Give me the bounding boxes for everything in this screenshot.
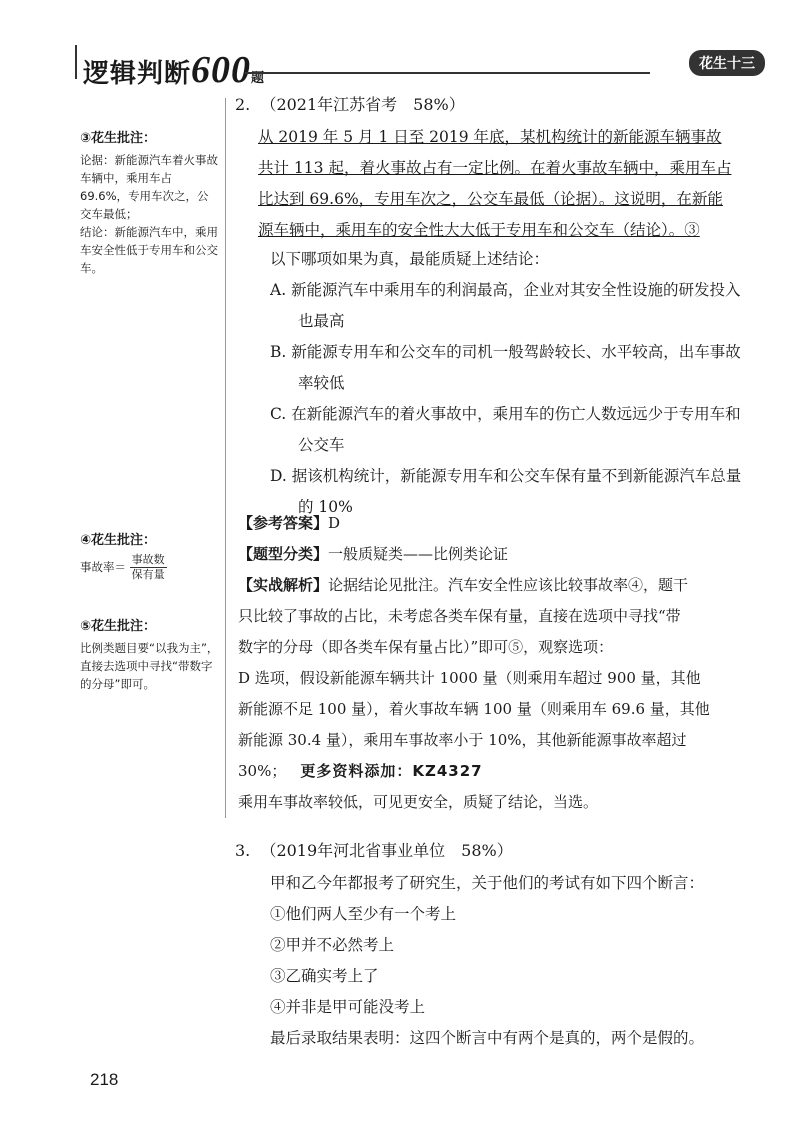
option-d[interactable]: D. 据该机构统计，新能源专用车和公交车保有量不到新能源汽车总量的 10% xyxy=(270,467,742,516)
q2-heading: 2. （2021年江苏省考 58%） xyxy=(235,95,465,114)
note-5: ⑤花生批注： 比例类题目要“以我为主”，直接去选项中寻找“带数字的分母”即可。 xyxy=(80,619,219,691)
q3-heading: 3. （2019年河北省事业单位 58%） xyxy=(235,841,513,860)
option-c[interactable]: C. 在新能源汽车的着火事故中，乘用车的伤亡人数远远少于专用车和公交车 xyxy=(270,405,741,454)
header-left-bar xyxy=(75,45,77,79)
brand-badge: 花生十三 xyxy=(689,50,765,76)
page-header xyxy=(75,40,765,90)
sidebar-divider xyxy=(225,98,226,818)
option-a[interactable]: A. 新能源汽车中乘用车的利润最高，企业对其安全性设施的研发投入也最高 xyxy=(270,281,741,330)
q2-question: 以下哪项如果为真，最能质疑上述结论： A. 新能源汽车中乘用车的利润最高，企业对其安全性设施的研发投入也最高 B. 新能源专用车和公交车的司机一般驾龄较长、水平较高，出车事故率较低 C. 在新能源汽车的着火事故中，乘用车的伤亡人数远远少于专用车和公交车 D. 据该机构统计，新能源专用车和公交车保有量不到新能源汽车总量的 10% xyxy=(270,244,748,523)
promo-text: 更多资料添加：KZ4327 xyxy=(300,762,483,780)
q2-answer-block: 【参考答案】D 【题型分类】一般质疑类——比例类论证 【实战解析】论据结论见批注。汽车安全性应该比较事故率④，题干 只比较了事故的占比，未考虑各类车保有量，直接在选项中寻找“带 数字的分母（即各类车保有量占比）”即可⑤，观察选项： D 选项，假设新能源车辆共计 1000 量（则乘用车超过 900 量，其他 新能源不足 100 量），着火事故车辆 100 量（则乘用车 69.6 量，其他 新能源 30.4 量），乘用车事故率小于 10%，其他新能源事故率超过 30%； 更多资料添加：KZ4327 乘用车事故率较低，可见更安全，质疑了结论，当选。 xyxy=(238,514,710,811)
header-rule xyxy=(245,72,650,74)
note-3: ③花生批注： 论据：新能源汽车着火事故车辆中，乘用车占 69.6%，专用车次之，公交车最低； 结论：新能源汽车中，乘用车安全性低于专用车和公交车。 xyxy=(80,131,218,275)
option-b[interactable]: B. 新能源专用车和公交车的司机一般驾龄较长、水平较高，出车事故率较低 xyxy=(270,343,741,392)
q2-stem: 从 2019 年 5 月 1 日至 2019 年底，某机构统计的新能源车辆事故 共计 113 起，着火事故占有一定比例。在着火事故车辆中，乘用车占 比达到 69.6%，专用车次之，公交车最低（论据）。这说明，在新能 源车辆中，乘用车的安全性大大低于专用车和公交车（结论）。③ xyxy=(258,128,732,239)
note-4: ④花生批注： 事故率＝ $\frac{\text{事故数}}{\text{保有量}}$ xyxy=(80,533,165,581)
page-number: 218 xyxy=(90,1070,119,1089)
rate-fraction: $\frac{\text{事故数}}{\text{保有量}}$ xyxy=(131,553,165,581)
q3-body: 甲和乙今年都报考了研究生，关于他们的考试有如下四个断言： ①他们两人至少有一个考上 ②甲并不必然考上 ③乙确实考上了 ④并非是甲可能没考上 最后录取结果表明：这四个断言中有两个是真的，两个是假的。 xyxy=(270,874,705,1047)
book-title: 逻辑判断600题 xyxy=(83,49,266,91)
